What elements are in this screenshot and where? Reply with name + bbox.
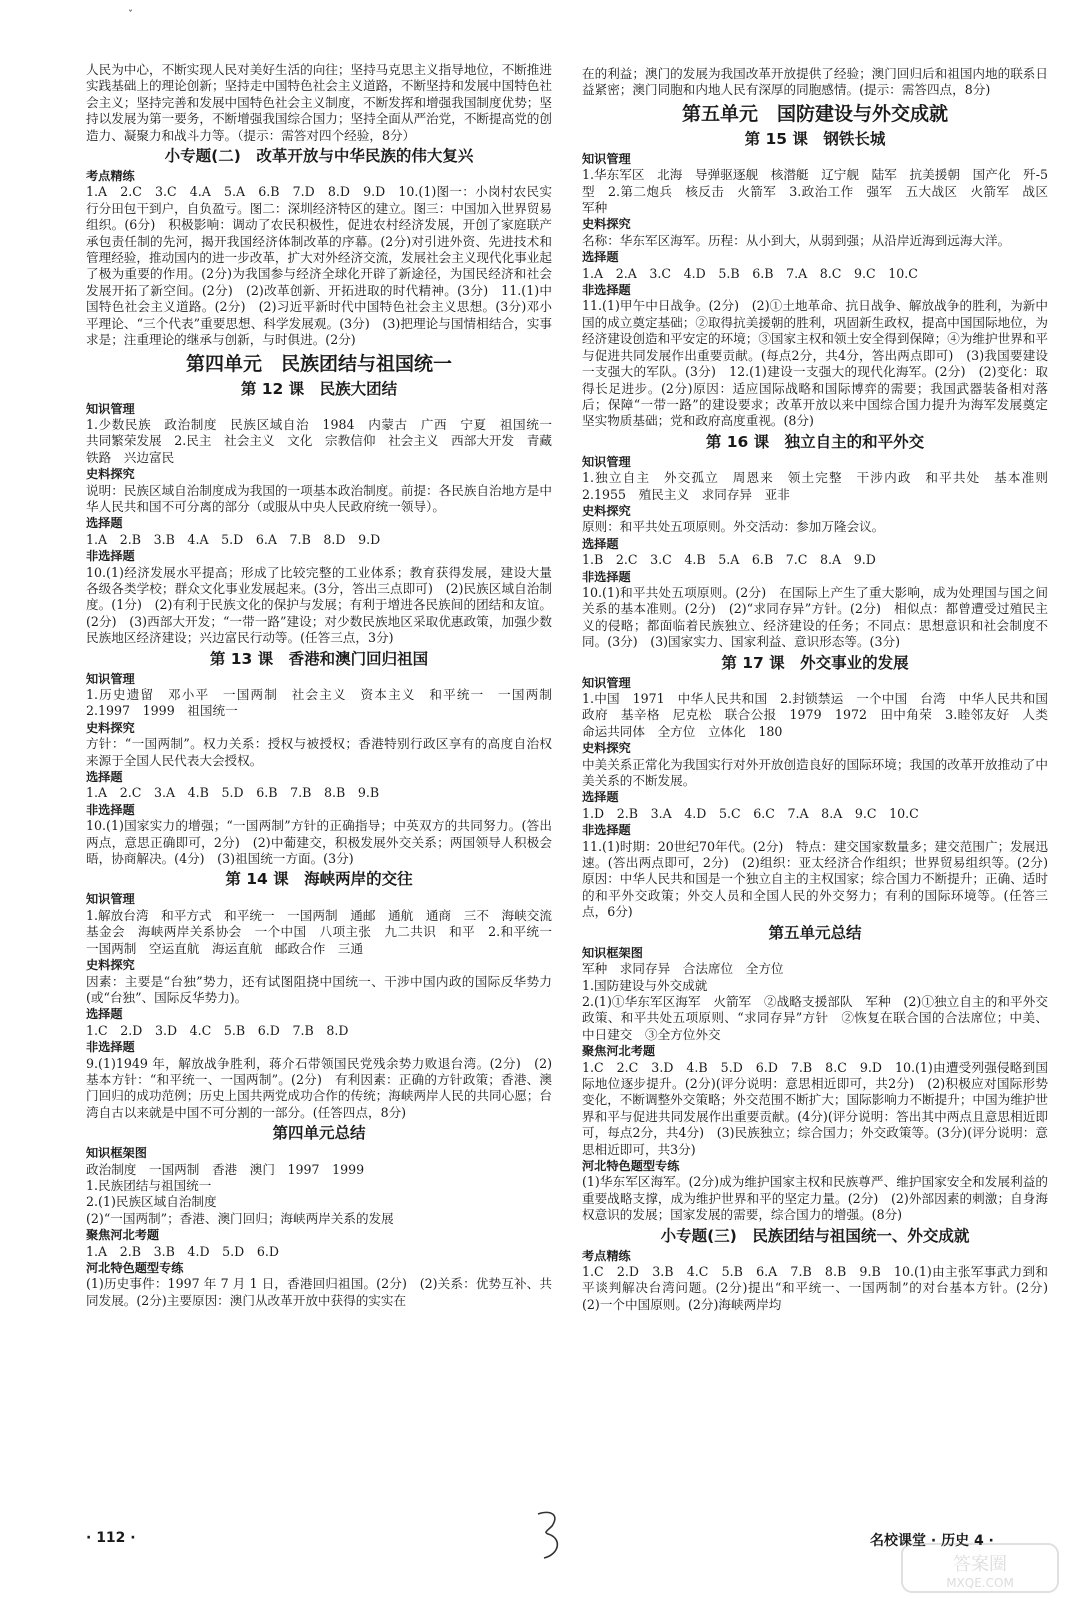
feixuanze-label: 非选择题 [86,1040,135,1055]
lesson-13-title: 第 13 课 香港和澳门回归祖国 [209,649,429,668]
special-topic-2-title: 小专题(二) 改革开放与中华民族的伟大复兴 [164,147,474,166]
continued-text: 在的利益；澳门的发展为我国改革开放提供了经验；澳门回归后和祖国内地的联系日益紧密；澳门同胞和内地人民有深厚的同胞感情。(提示：需答四点，8分) [582,66,1048,98]
lesson-17-nonchoice: 11.(1)时期：20世纪70年代。(2分) 特点：建交国家数量多；建交范围广；发展迅速。(答出两点即可，2分) (2)组织：亚太经济合作组织；世界贸易组织等。(2分)原因：中华人民共和国是一个独立自主的主权国家；综合国力不断提升；正确、适时的和平外交政策；外交人员和全国人民的外交努力；有利的国际环境等。(任答三点，6分) [582,838,1048,920]
xuanze-label: 选择题 [582,536,619,551]
xuanze-label: 选择题 [86,770,123,785]
kuangjia-label: 知识框架图 [582,945,643,960]
special-topic-3-body: 1.C 2.D 3.B 4.C 5.B 6.A 7.B 8.B 9.B 10.(1)由主张军事武力到和平谈判解决台湾问题。(2分)提出“和平统一、一国两制”的对台基本方针。(2分) (2)一个中国原则。(2分)海峡两岸均 [582,1264,1061,1312]
lesson-14-nonchoice: 9.(1)1949 年，解放战争胜利，蒋介石带领国民党残余势力败退台湾。(2分) (2)基本方针：“和平统一、一国两制”。(2分) 有利因素：正确的方针政策；香港、澳门回归的成功范例；历史上国共两党成功合作的传统；海峡两岸人民的共同心愿；台湾自古以来就是中国不可分割的一部分。(任答四点，8分) [86,1055,552,1120]
unit-4-summary-line: 2.(1)民族区域自治制度 [86,1194,217,1210]
unit-4-hebei-answers: 1.A 2.B 3.B 4.D 5.D 6.D [86,1243,279,1259]
svg-text:答案圈: 答案圈 [953,1554,1007,1575]
special-topic-3-title: 小专题(三) 民族团结与祖国统一、外交成就 [660,1226,970,1245]
kaodian-label: 考点精练 [86,169,135,184]
shiliao-label: 史料探究 [86,467,135,482]
hebei-exam-label: 聚焦河北考题 [86,1228,160,1243]
lesson-16-title: 第 16 课 独立自主的和平外交 [705,432,925,451]
lesson-14-knowledge: 1.解放台湾 和平方式 和平统一 一国两制 通邮 通航 通商 三不 海峡交流基金会 海峡两岸关系协会 一个中国 八项主张 九二共识 和平 2.和平统一 一国两制 空运直航 海运直航 邮政合作 三通 [86,907,565,956]
hebei-special-label: 河北特色题型专练 [582,1158,680,1173]
shiliao-label: 史料探究 [86,720,135,735]
lesson-12-source: 说明：民族区域自治制度成为我国的一项基本政治制度。前提：各民族自治地方是中华人民共和国不可分离的部分（或服从中央人民政府统一领导）。 [86,482,552,514]
feixuanze-label: 非选择题 [582,569,631,584]
hebei-exam-label: 聚焦河北考题 [582,1044,656,1059]
watermark-logo [900,1540,1060,1600]
lesson-13-knowledge: 1.历史遗留 邓小平 一国两制 社会主义 资本主义 和平统一 一国两制 2.1997 1999 祖国统一 [86,687,565,719]
handwritten-mark [530,1508,570,1568]
unit-5-title: 第五单元 国防建设与外交成就 [681,102,948,125]
feixuanze-label: 非选择题 [86,802,135,817]
lesson-13-source: 方针：“一国两制”。权力关系：授权与被授权；香港特别行政区享有的高度自治权来源于全国人民代表大会授权。 [86,736,552,768]
svg-text:MXQE.COM: MXQE.COM [946,1576,1014,1590]
feixuanze-label: 非选择题 [582,283,631,298]
lesson-15-nonchoice: 11.(1)甲午中日战争。(2分) (2)①土地革命、抗日战争、解放战争的胜利，为新中国的成立奠定基础；②取得抗美援朝的胜利，巩固新生政权，提高中国国际地位，为经济建设创造和平安定的环境；③国家主权和领土安全得到保障；④为维护世界和平与促进共同发展作出重要贡献。(每点2分，共4分，答出两点即可) (3)我国要建设一支强大的军队。(3分) 12.(1)建设一支强大的现代化海军。(2分) (2)变化：取得长足进步。(2分)原因：适应国际战略和国际博弈的需要；我国武器装备相对落后；保障“一带一路”的建设要求；改革开放以来中国综合国力提升为海军发展奠定坚实物质基础；党和政府高度重视。(8分) [582,298,1048,429]
shiliao-label: 史料探究 [582,741,631,756]
xuanze-label: 选择题 [86,516,123,531]
lesson-17-choice: 1.D 2.B 3.A 4.D 5.C 6.C 7.A 8.A 9.C 10.C [582,805,919,821]
lesson-12-choice: 1.A 2.B 3.B 4.A 5.D 6.A 7.B 8.D 9.D [86,531,381,547]
zhishi-label: 知识管理 [86,892,135,907]
unit-4-summary-line: 1.民族团结与祖国统一 [86,1177,212,1193]
zhishi-label: 知识管理 [582,454,631,469]
lesson-16-choice: 1.B 2.C 3.C 4.B 5.A 6.B 7.C 8.A 9.D [582,552,876,568]
unit-5-framework: 军种 求同存异 合法席位 全方位 [582,961,784,977]
feixuanze-label: 非选择题 [582,823,631,838]
left-column [86,62,565,1309]
lesson-13-choice: 1.A 2.C 3.A 4.B 5.D 6.B 7.B 8.B 9.B [86,785,380,801]
lesson-15-source: 名称：华东军区海军。历程：从小到大，从弱到强；从沿岸近海到远海大洋。 [582,232,1011,248]
kuangjia-label: 知识框架图 [86,1146,147,1161]
feixuanze-label: 非选择题 [86,549,135,564]
lesson-17-knowledge: 1.中国 1971 中华人民共和国 2.封锁禁运 一个中国 台湾 中华人民共和国政府 基辛格 尼克松 联合公报 1979 1972 田中角荣 3.睦邻友好 人类命运共同体 全方位 立体化 180 [582,691,1048,739]
zhishi-label: 知识管理 [86,671,135,686]
lesson-12-nonchoice: 10.(1)经济发展水平提高；形成了比较完整的工业体系；教育获得发展，建设大量各级各类学校；群众文化事业发展起来。(3分，答出三点即可) (2)民族区域自治制度。(1分) (2)有利于民族文化的保护与发展；有利于增进各民族间的团结和友谊。(2分) (3)西部大开发；“一带一路”建设；对少数民族地区采取优惠政策，加强少数民族地区经济建设；兴边富民行动等。(任答三点，3分) [86,564,552,646]
series-label: 名校课堂 · 历史 4 · [870,1533,994,1549]
shiliao-label: 史料探究 [86,958,135,973]
xuanze-label: 选择题 [582,790,619,805]
lesson-17-title: 第 17 课 外交事业的发展 [721,653,909,672]
zhishi-label: 知识管理 [582,675,631,690]
lesson-15-knowledge: 1.华东军区 北海 导弹驱逐舰 核潜艇 辽宁舰 陆军 抗美援朝 国产化 歼-5型 2.第二炮兵 核反击 火箭军 3.政治工作 强军 五大战区 火箭军 战区 军种 [582,167,1061,216]
lesson-12-knowledge: 1.少数民族 政治制度 民族区域自治 1984 内蒙古 广西 宁夏 祖国统一 共同繁荣发展 2.民主 社会主义 文化 宗教信仰 社会主义 西部大开发 青藏铁路 兴边富民 [86,416,565,465]
watermark-icon [900,1540,1060,1596]
lesson-12-title: 第 12 课 民族大团结 [240,379,398,398]
lesson-14-source: 因素：主要是“台独”势力，还有试图阻挠中国统一、干涉中国内政的国际反华势力(或“台独”、国际反华势力)。 [86,973,552,1005]
special-topic-2-body: 1.A 2.C 3.C 4.A 5.A 6.B 7.D 8.D 9.D 10.(1)图一：小岗村农民实行分田包干到户，自负盈亏。图二：深圳经济特区的建立。图三：中国加入世界贸易组织。(6分) 积极影响：调动了农民积极性，促进农村经济发展，开创了家庭联产承包责任制的先河，揭开我国经济体制改革的序幕。(2分)对引进外资、先进技术和管理经验，推动国内的进一步改革，扩大对外经济交流，发展社会主义现代化事业起了极为重要的作用。(2分)为我国参与经济全球化开辟了新途径，为国民经济和社会发展开拓了新空间。(2分) (2)改革创新、开拓进取的时代精神。(3分) 11.(1)中国特色社会主义道路。(2分) (2)习近平新时代中国特色社会主义思想。(3分)邓小平理论、“三个代表”重要思想、科学发展观。(3分) (3)把理论与国情相结合，实事求是；注重理论的继承与创新，与时俱进。(2分) [86,184,552,348]
hebei-special-label: 河北特色题型专练 [86,1261,184,1275]
intro-text: 人民为中心，不断实现人民对美好生活的向往；坚持马克思主义指导地位，不断推进实践基础上的理论创新；坚持走中国特色社会主义道路，不断坚持和发展中国特色社会主义；坚持完善和发展中国特色社会主义制度，不断发挥和增强我国制度优势；坚持以发展为第一要务，不断增强我国综合国力；坚持全面从严治党，不断提高党的创造力、凝聚力和战斗力等。（提示：需答对四个经验，8分） [86,62,552,143]
unit-4-title: 第四单元 民族团结与祖国统一 [185,352,452,375]
right-column [582,66,1061,1313]
handwritten-3-icon [530,1508,570,1564]
unit-5-summary-line: 2.(1)①华东军区海军 火箭军 ②战略支援部队 军种 (2)①独立自主的和平外交政策、和平共处五项原则、“求同存异”方针 ②恢复在联合国的合法席位；中美、中日建交 ③全方位外交 [582,993,1048,1042]
unit-5-summary-line: 1.国防建设与外交成就 [582,977,708,993]
zhishi-label: 知识管理 [86,401,135,416]
zhishi-label: 知识管理 [582,151,631,166]
lesson-17-source: 中美关系正常化为我国实行对外开放创造良好的国际环境；我国的改革开放推动了中美关系的不断发展。 [582,756,1048,789]
unit-5-summary-title: 第五单元总结 [768,923,862,942]
unit-4-framework: 政治制度 一国两制 香港 澳门 1997 1999 [86,1161,365,1177]
lesson-13-nonchoice: 10.(1)国家实力的增强；“一国两制”方针的正确指导；中英双方的共同努力。(答出两点，意思正确即可，2分) (2)中葡建交，积极发展外交关系；两国领导人积极会晤，协商解决。(4分) (3)祖国统一方面。(3分) [86,818,552,867]
page-number: · 112 · [86,1530,136,1546]
xuanze-label: 选择题 [582,250,619,265]
unit-5-special-practice: (1)华东军区海军。(2分)成为维护国家主权和民族尊严、维护国家安全和发展利益的重要战略支撑，成为维护世界和平的坚定力量。(2分) (2)外部因素的刺激；自身海权意识的发展；国家发展的需要，综合国力的增强。(8分) [582,1174,1048,1223]
lesson-16-nonchoice: 10.(1)和平共处五项原则。(2分) 在国际上产生了重大影响，成为处理国与国之间关系的基本准则。(2分) (2)“求同存异”方针。(2分) 相似点：都曾遭受过殖民主义的侵略；都面临着民族独立、经济建设的任务；不同点：思想意识和社会制度不同。(3分) (3)国家实力、国家利益、意识形态等。(3分) [582,584,1048,650]
unit-4-summary-title: 第四单元总结 [272,1124,366,1143]
lesson-16-source: 原则：和平共处五项原则。外交活动：参加万隆会议。 [582,519,885,535]
unit-4-special-practice: (1)历史事件：1997 年 7 月 1 日，香港回归祖国。(2分) (2)关系：优势互补、共同发展。(2分)主要原因：澳门从改革开放中获得的实实在 [86,1276,552,1308]
unit-5-hebei-answers: 1.C 2.C 3.D 4.B 5.D 6.D 7.B 8.C 9.D 10.(1)由遭受列强侵略到国际地位逐步提升。(2分)(评分说明：意思相近即可，共2分) (2)积极应对国际形势变化，不断调整外交策略；外交范围不断扩大；国际影响力不断提升；中国为维护世界和平与促进共同发展作出重要贡献。(4分)(评分说明：答出其中两点且意思相近即可，每点2分，共4分) (3)民族独立；综合国力；外交政策等。(3分)(评分说明：意思相近即可，共3分) [582,1059,1048,1157]
shiliao-label: 史料探究 [582,217,631,232]
lesson-14-title: 第 14 课 海峡两岸的交往 [225,870,413,889]
lesson-15-choice: 1.A 2.A 3.C 4.D 5.B 6.B 7.A 8.C 9.C 10.C [582,265,918,281]
kaodian-label: 考点精练 [582,1248,631,1263]
unit-4-summary-line: (2)“一国两制”；香港、澳门回归；海峡两岸关系的发展 [86,1210,394,1226]
lesson-15-title: 第 15 课 钢铁长城 [744,129,886,148]
lesson-14-choice: 1.C 2.D 3.D 4.C 5.B 6.D 7.B 8.D [86,1022,349,1038]
shiliao-label: 史料探究 [582,503,631,518]
lesson-16-knowledge: 1.独立自主 外交孤立 周恩来 领土完整 干涉内政 和平共处 基本准则 2.1955 殖民主义 求同存异 亚非 [582,470,1061,502]
xuanze-label: 选择题 [86,1007,123,1022]
scan-mark: ˇ [128,10,133,21]
